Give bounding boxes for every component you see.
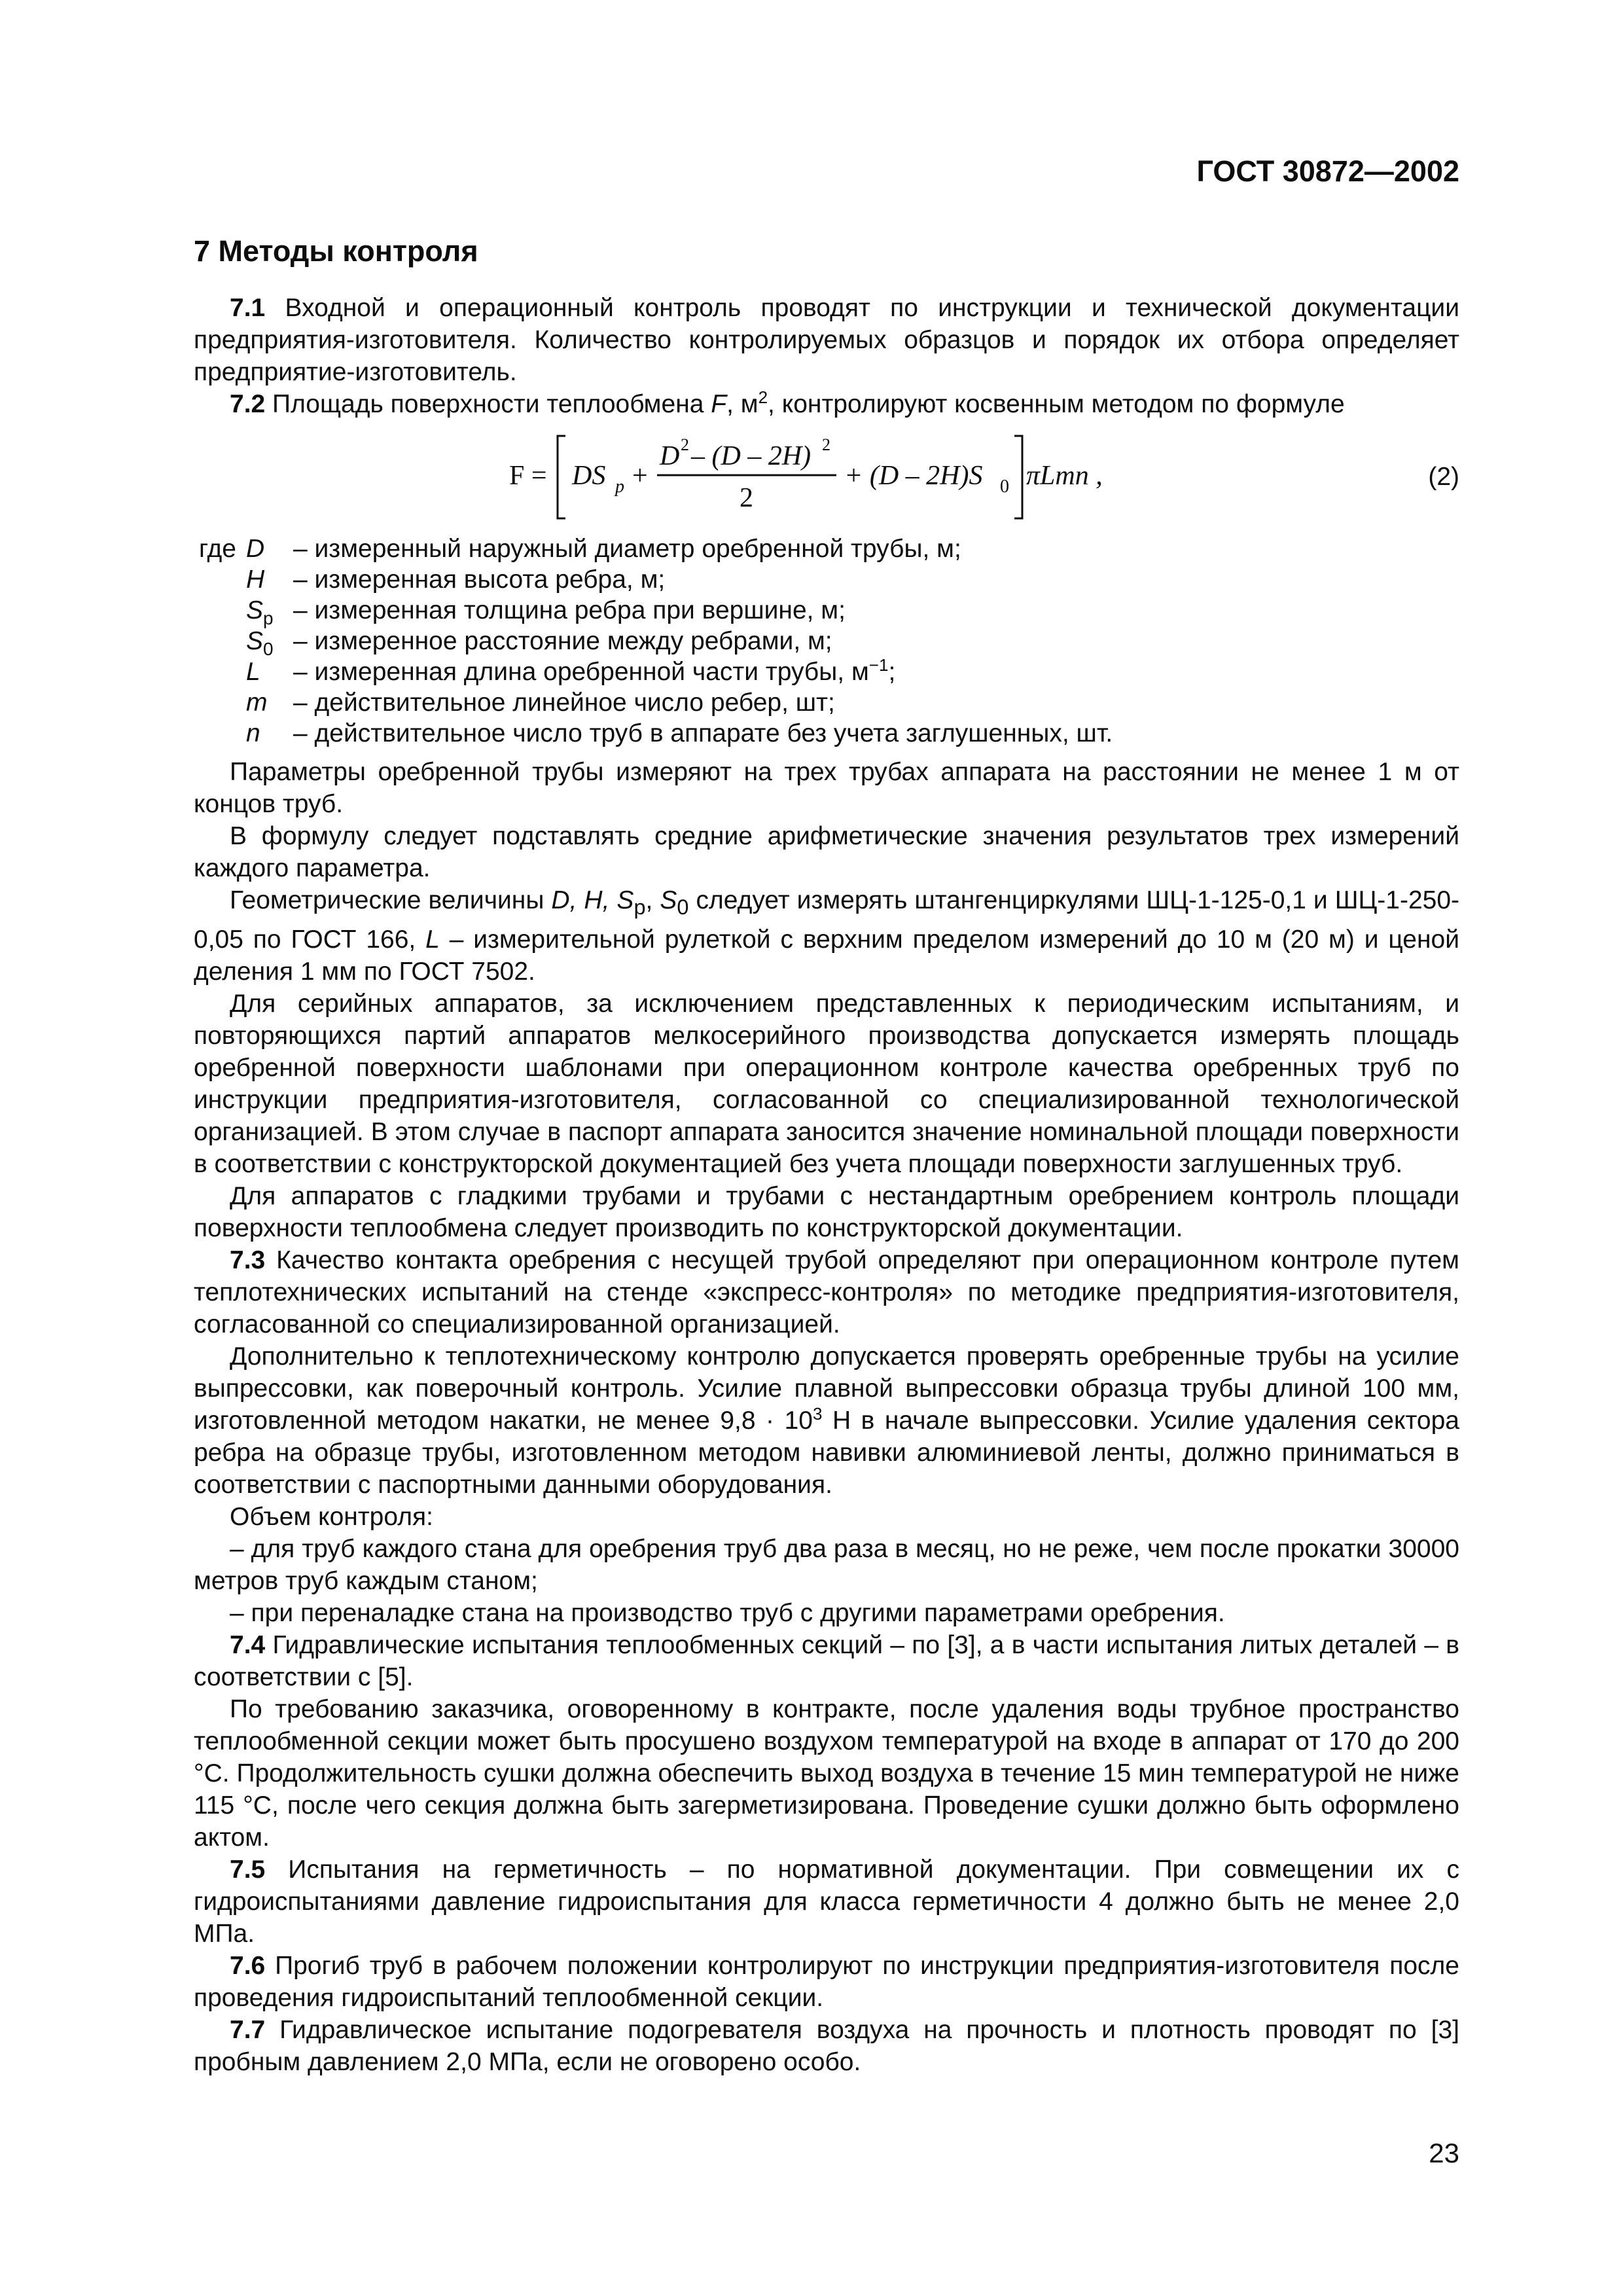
definition-symbol: H	[246, 565, 265, 594]
clause-number: 7.4	[230, 1630, 266, 1659]
formula-sub-p: р	[615, 476, 624, 497]
definitions-list	[194, 533, 1459, 748]
paragraph-text: Входной и операционный контроль проводят по инструкции и технической документации предприятия-изготовителя. Количество контролируемых образцов и порядок их отбора определяет предприятие-изготовитель.	[194, 294, 1459, 386]
paragraph-params: Параметры оребренной трубы измеряют на трех трубах аппарата на расстоянии не менее 1 м от концов труб.	[194, 758, 1459, 818]
paragraph-7-2	[194, 388, 1459, 420]
formula-numerator-rest: – (D – 2H)	[691, 441, 812, 471]
definition-text: – действительное линейное число ребер, шт;	[293, 689, 835, 717]
paragraph-7-3: 7.3 Качество контакта оребрения с несущей трубой определяют при операционном контроле путем теплотехнических испытаний на стенде «экспресс-контроля» по методике предприятия-изготовителя, согласованной со специализированной организацией.	[194, 1246, 1459, 1338]
paragraph-volume-item-1: – для труб каждого стана для оребрения труб два раза в месяц, но не реже, чем после прокатки 30000 метров труб каждым станом;	[194, 1534, 1459, 1595]
definition-row	[194, 533, 1459, 564]
definition-text: – измеренная толщина ребра при вершине, м;	[293, 596, 846, 624]
definition-text: – измеренная длина оребренной части трубы, $м^{-1}$;	[293, 655, 896, 686]
paragraph-volume-item-2: – при переналадке стана на производство труб с другими параметрами оребрения.	[230, 1598, 1225, 1627]
formula-denominator: 2	[740, 483, 753, 513]
left-bracket	[558, 436, 565, 518]
superscript: 2	[758, 387, 768, 407]
paragraph-text: , м	[726, 390, 758, 418]
paragraph-geometry: Геометрические величины D, H, $S_р$, $S_0$ следует измерять штангенциркулями ШЦ-1-125-0,1 и ШЦ-1-250-0,05 по ГОСТ 166, L – измерительной рулеткой с верхним пределом измерений до 10 м (20 м) и ценой деления 1 мм по ГОСТ 7502.	[194, 886, 1460, 986]
formula-numerator-d: D	[660, 441, 680, 471]
formula-2	[509, 427, 1164, 526]
paragraph-formula-avg: В формулу следует подставлять средние арифметические значения результатов трех измерений каждого параметра.	[194, 822, 1459, 882]
paragraph-press: Дополнительно к теплотехническому контролю допускается проверять оребренные трубы на усилие выпрессовки, как поверочный контроль. Усилие плавной выпрессовки образца трубы длиной 100 мм, изготовленной методом накатки, не менее $9,8 \cdot 10^3$ Н в начале выпрессовки. Усилие удаления сектора ребра на образце трубы, изготовленном методом навивки алюминиевой ленты, должно приниматься в соответствии с паспортными данными оборудования.	[194, 1342, 1459, 1499]
paragraph-7-6: 7.6 Прогиб труб в рабочем положении контролируют по инструкции предприятия-изготовителя после проведения гидроиспытаний теплообменной секции.	[194, 1951, 1459, 2012]
definition-symbol: $S_0$	[246, 627, 274, 659]
formula-svg	[509, 427, 1164, 526]
section-title: 7 Методы контроля	[194, 234, 478, 268]
paragraph-7-1	[194, 292, 1459, 388]
clause-number: 7.1	[230, 294, 266, 322]
definition-symbol: n	[246, 719, 260, 747]
formula-plus-1: +	[632, 461, 648, 491]
paragraph-volume: Объем контроля:	[230, 1502, 433, 1531]
definition-row	[194, 656, 1459, 687]
definition-row	[194, 564, 1459, 594]
clause-number: 7.3	[230, 1246, 266, 1274]
definition-row	[194, 594, 1459, 628]
paragraph-7-4: 7.4 Гидравлические испытания теплообменных секций – по [3], а в части испытания литых деталей – в соответствии с [5].	[194, 1630, 1459, 1691]
document-code: ГОСТ 30872—2002	[1196, 154, 1459, 188]
formula-numerator-sup2: 2	[822, 435, 830, 454]
definition-row	[194, 717, 1459, 748]
paragraph-text: Площадь поверхности теплообмена	[265, 390, 711, 418]
definition-symbol: $S_р$	[246, 596, 274, 628]
formula-tail: πLmn ,	[1026, 461, 1103, 491]
definition-text: – измеренная высота ребра, м;	[293, 565, 666, 594]
paragraph-serial: Для серийных аппаратов, за исключением представленных к периодическим испытаниям, и повторяющихся партий аппаратов мелкосерийного производства допускается измерять площадь оребренной поверхности шаблонами при операционном контроле качества оребренных труб по инструкции предприятия-изготовителя, согласованной со специализированной технологической организацией. В этом случае в паспорт аппарата заносится значение номинальной площади поверхности в соответствии с конструкторской документацией без учета площади поверхности заглушенных труб.	[194, 989, 1459, 1178]
clause-number: 7.6	[230, 1951, 266, 1980]
paragraph-smooth: Для аппаратов с гладкими трубами и трубами с нестандартным оребрением контроль площади поверхности теплообмена следует производить по конструкторской документации.	[194, 1181, 1459, 1242]
page-number: 23	[1429, 2138, 1459, 2168]
definition-row	[194, 625, 1459, 659]
clause-number: 7.2	[230, 390, 266, 418]
document-body	[194, 292, 1459, 2078]
formula-term-ds: DS	[572, 461, 606, 491]
paragraph-text: , контролируют косвенным методом по формуле	[768, 390, 1345, 418]
right-bracket	[1014, 436, 1022, 518]
formula-block	[194, 427, 1459, 526]
paragraph-drying: По требованию заказчика, оговоренному в контракте, после удаления воды трубное пространство теплообменной секции может быть просушено воздухом температурой на входе в аппарат от 170 до 200 °С. Продолжительность сушки должна обеспечить выход воздуха в течение 15 мин температурой не ниже 115 °С, после чего секция должна быть загерметизирована. Проведение сушки должно быть оформлено актом.	[194, 1695, 1459, 1852]
definition-symbol: L	[246, 658, 260, 686]
where-label: где	[199, 535, 236, 563]
clause-number: 7.5	[230, 1855, 266, 1884]
variable-F: F	[711, 390, 727, 418]
formula-term-3: + (D – 2H)S	[844, 461, 983, 491]
paragraph-7-5: 7.5 Испытания на герметичность – по нормативной документации. При совмещении их с гидроиспытаниями давление гидроиспытания для класса герметичности 4 должно быть не менее 2,0 МПа.	[194, 1855, 1459, 1948]
formula-number: (2)	[1428, 463, 1459, 491]
paragraph-7-7: 7.7 Гидравлическое испытание подогревателя воздуха на прочность и плотность проводят по [3] пробным давлением 2,0 МПа, если не оговорено особо.	[194, 2015, 1459, 2076]
formula-sub-0: 0	[1000, 476, 1009, 497]
definition-symbol: m	[246, 689, 268, 717]
formula-lhs: F =	[509, 461, 547, 491]
clause-number: 7.7	[230, 2015, 266, 2044]
definition-text: – измеренное расстояние между ребрами, м;	[293, 627, 832, 655]
definition-text: – действительное число труб в аппарате без учета заглушенных, шт.	[293, 719, 1113, 747]
definition-symbol: D	[246, 535, 265, 563]
definition-text: – измеренный наружный диаметр оребренной трубы, м;	[293, 535, 961, 563]
definition-row	[194, 687, 1459, 717]
formula-numerator-sup: 2	[681, 435, 689, 454]
